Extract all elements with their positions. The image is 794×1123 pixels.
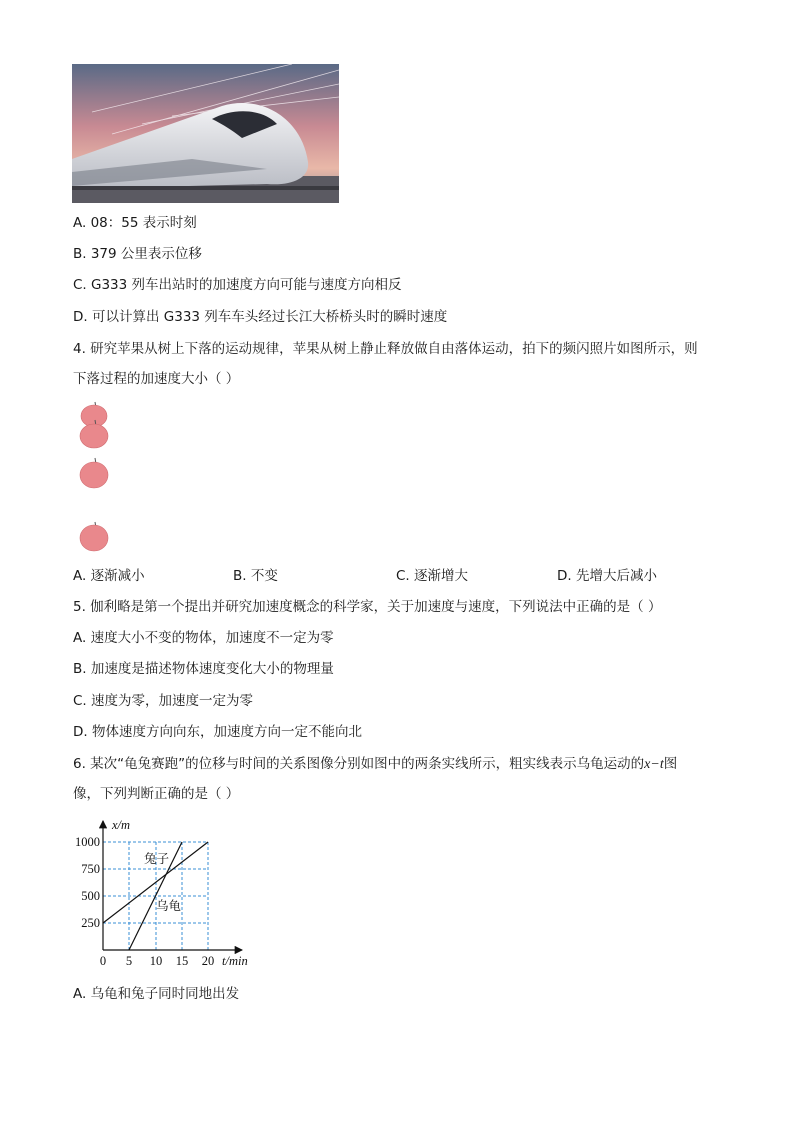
apple-3 <box>80 458 108 488</box>
rabbit-label: 兔子 <box>144 851 170 866</box>
q5-option-d: D. 物体速度方向向东，加速度方向一定不能向北 <box>73 724 362 740</box>
q5-option-c: C. 速度为零，加速度一定为零 <box>73 693 254 709</box>
q5-option-a: A. 速度大小不变的物体，加速度不一定为零 <box>73 630 334 646</box>
x-tick-0: 0 <box>99 954 107 968</box>
y-axis-label: x/m <box>112 818 131 832</box>
q6-stem-math: x−t <box>644 757 664 772</box>
xt-graph <box>72 813 262 973</box>
q4-option-d: D. 先增大后减小 <box>557 568 657 584</box>
apple-1 <box>81 402 107 427</box>
q5-option-b: B. 加速度是描述物体速度变化大小的物理量 <box>73 661 334 677</box>
x-tick-5: 5 <box>125 954 133 968</box>
q6-stem-text: 6. 某次“龟兔赛跑”的位移与时间的关系图像分别如图中的两条实线所示，粗实线表示乌龟运动的 <box>73 756 645 772</box>
q4-stem-line-1: 4. 研究苹果从树上下落的运动规律，苹果从树上静止释放做自由落体运动，拍下的频闪照片如图所示，则 <box>73 341 698 357</box>
q4-stem-line-2: 下落过程的加速度大小（ ） <box>73 371 240 387</box>
q6-option-a: A. 乌龟和兔子同时同地出发 <box>73 986 240 1002</box>
q3-option-d: D. 可以计算出 G333 列车车头经过长江大桥桥头时的瞬时速度 <box>73 309 448 325</box>
q4-option-c: C. 逐渐增大 <box>396 568 469 584</box>
x-tick-10: 10 <box>149 954 163 968</box>
y-tick-1000: 1000 <box>75 835 100 849</box>
apple-strobe-photo <box>76 398 116 558</box>
apple-2 <box>80 420 108 448</box>
q4-option-b: B. 不变 <box>233 568 278 584</box>
q3-option-c: C. G333 列车出站时的加速度方向可能与速度方向相反 <box>73 277 402 293</box>
q3-option-a: A. 08：55 表示时刻 <box>73 215 197 231</box>
q4-option-a: A. 逐渐减小 <box>73 568 145 584</box>
x-tick-20: 20 <box>201 954 215 968</box>
q3-option-b: B. 379 公里表示位移 <box>73 246 202 262</box>
y-tick-750: 750 <box>81 862 100 876</box>
q5-stem: 5. 伽利略是第一个提出并研究加速度概念的科学家，关于加速度与速度，下列说法中正确的是（ ） <box>73 599 662 615</box>
x-axis-label: t/min <box>222 954 248 968</box>
q6-stem-tail: 图 <box>663 756 678 772</box>
y-tick-250: 250 <box>81 916 100 930</box>
x-tick-15: 15 <box>175 954 189 968</box>
q6-stem-line-1 <box>73 755 677 774</box>
turtle-label: 乌龟 <box>156 898 182 913</box>
apple-4 <box>80 522 108 551</box>
train-photo <box>72 64 339 203</box>
q6-stem-line-2: 像，下列判断正确的是（ ） <box>73 786 240 802</box>
y-tick-500: 500 <box>81 889 100 903</box>
